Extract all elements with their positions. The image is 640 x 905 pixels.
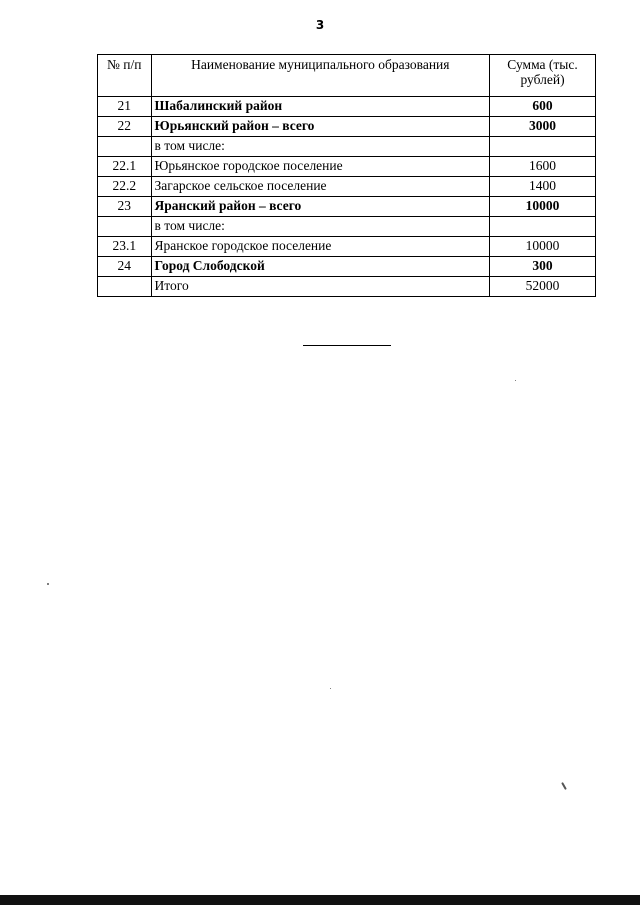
row-name: Шабалинский район: [151, 97, 489, 117]
header-number: № п/п: [98, 55, 152, 97]
row-number: 21: [98, 97, 152, 117]
row-name: Город Слободской: [151, 257, 489, 277]
row-sum: [490, 217, 596, 237]
scan-speck: [330, 688, 331, 689]
row-sum: 10000: [490, 197, 596, 217]
header-name: Наименование муниципального образования: [151, 55, 489, 97]
table-row: [98, 157, 596, 177]
scan-bottom-edge: [0, 895, 640, 905]
row-name: в том числе:: [151, 217, 489, 237]
scan-speck: [561, 782, 567, 790]
row-name: в том числе:: [151, 137, 489, 157]
row-name: Итого: [151, 277, 489, 297]
table-row: [98, 217, 596, 237]
row-sum: 1400: [490, 177, 596, 197]
row-number: 22: [98, 117, 152, 137]
funding-table: [97, 54, 596, 297]
row-name: Юрьянский район – всего: [151, 117, 489, 137]
header-sum: Сумма (тыс. рублей): [490, 55, 596, 97]
row-name: Яранское городское поселение: [151, 237, 489, 257]
table-row: [98, 237, 596, 257]
row-sum: 52000: [490, 277, 596, 297]
page-number: 3: [315, 18, 325, 32]
row-name: Яранский район – всего: [151, 197, 489, 217]
row-sum: 300: [490, 257, 596, 277]
row-name: Загарское сельское поселение: [151, 177, 489, 197]
row-sum: 1600: [490, 157, 596, 177]
row-sum: 3000: [490, 117, 596, 137]
row-sum: [490, 137, 596, 157]
row-name: Юрьянское городское поселение: [151, 157, 489, 177]
scan-speck: [47, 583, 49, 585]
closing-divider-line: [303, 345, 391, 346]
row-number: 23: [98, 197, 152, 217]
row-number: [98, 217, 152, 237]
row-sum: 10000: [490, 237, 596, 257]
scan-speck: [515, 380, 516, 381]
row-number: [98, 137, 152, 157]
table-row: [98, 197, 596, 217]
row-number: 22.1: [98, 157, 152, 177]
row-number: [98, 277, 152, 297]
table-row: [98, 257, 596, 277]
row-sum: 600: [490, 97, 596, 117]
row-number: 23.1: [98, 237, 152, 257]
table-header-row: [98, 55, 596, 97]
row-number: 22.2: [98, 177, 152, 197]
table-row: [98, 117, 596, 137]
table-row: [98, 177, 596, 197]
table-row: [98, 137, 596, 157]
table-row: [98, 97, 596, 117]
row-number: 24: [98, 257, 152, 277]
table-row-total: [98, 277, 596, 297]
